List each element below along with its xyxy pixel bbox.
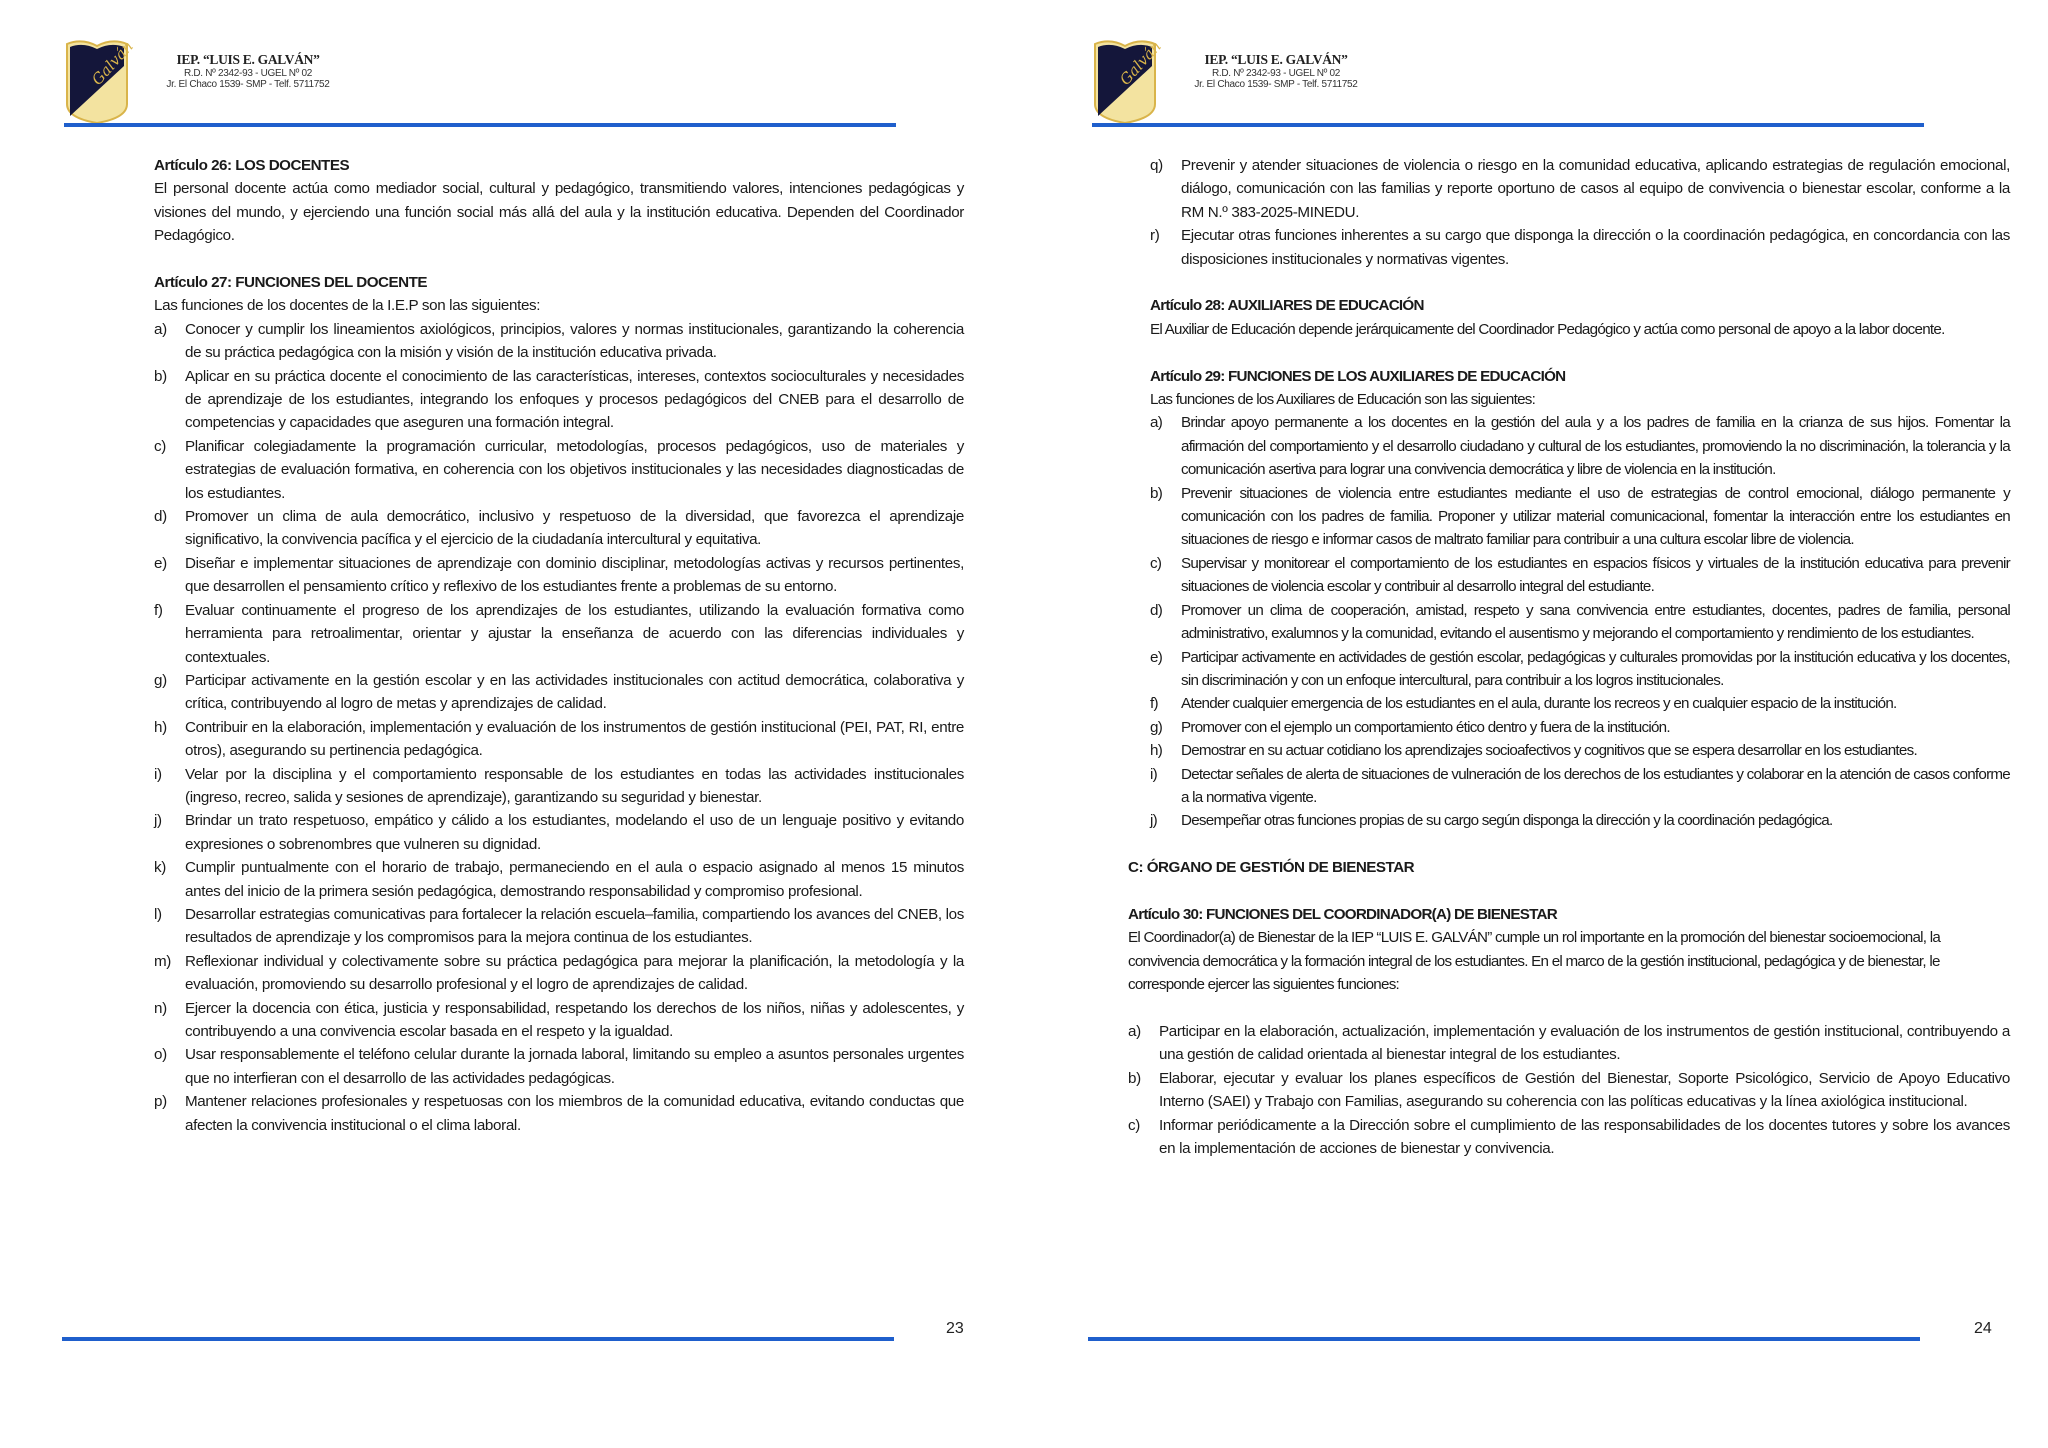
list-item-text: Ejercer la docencia con ética, justicia y responsabilidad, respetando los derechos de los niños, niñas y adolescentes, y contribuyendo a una convivencia escolar basada en el respeto y la igualdad.: [185, 999, 964, 1041]
list-item-text: Diseñar e implementar situaciones de aprendizaje con dominio disciplinar, metodologías activas y recursos pertinentes, que desarrollen el pensamiento crítico y reflexivo de los estudiantes frente a problemas de su entorno.: [185, 554, 964, 596]
list-item-text: Promover un clima de cooperación, amistad, respeto y sana convivencia entre estudiantes, docentes, padres de familia, personal administrativo, exalumnos y la comunidad, evitando el ausentismo y mejorando el comportamiento y rendimiento de los estudiantes.: [1181, 601, 2010, 643]
list-item-text: Velar por la disciplina y el comportamiento responsable de los estudiantes en todas las actividades institucionales (ingreso, recreo, salida y sesiones de aprendizaje), garantizando su seguridad y bienestar.: [185, 765, 964, 806]
list-item: [154, 997, 964, 1044]
list-item-label: o): [154, 1046, 167, 1064]
list-item-text: Evaluar continuamente el progreso de los aprendizajes de los estudiantes, utilizando la evaluación formativa como herramienta para retroalimentar, orientar y ajustar la enseñanza de acuerdo con las diferencias individuales y contextuales.: [185, 601, 964, 666]
list-item: [154, 599, 964, 669]
list-item: [1150, 154, 2010, 224]
crest-text: Galván: [1116, 37, 1165, 89]
list-item-text: Informar periódicamente a la Dirección sobre el cumplimiento de las responsabilidades de los docentes tutores y sobre los avances en la implementación de acciones de bienestar y convivencia.: [1159, 1116, 2010, 1157]
list-item-text: Detectar señales de alerta de situaciones de vulneración de los derechos de los estudiantes y colaborar en la atención de casos conforme a la normativa vigente.: [1181, 765, 2010, 806]
list-item-label: f): [1150, 695, 1158, 713]
list-item-text: Reflexionar individual y colectivamente sobre su práctica pedagógica para mejorar la planificación, la metodología y la evaluación, promoviendo su desarrollo profesional y el logro de aprendizajes de calidad.: [185, 952, 964, 994]
list-item: [154, 435, 964, 505]
list-item-text: Conocer y cumplir los lineamientos axiológicos, principios, valores y normas institucionales, garantizando la coherencia de su práctica pedagógica con la misión y visión de la institución educativa privada.: [185, 320, 964, 362]
list-item-label: g): [1150, 718, 1163, 736]
article-29-heading: Artículo 29: FUNCIONES DE LOS AUXILIARES DE EDUCACIÓN: [1150, 367, 1566, 385]
school-address: Jr. El Chaco 1539- SMP - Telf. 5711752: [1194, 79, 1358, 91]
list-item: [1150, 809, 2010, 832]
list-item: [154, 809, 964, 856]
list-item-text: Prevenir situaciones de violencia entre estudiantes mediante el uso de estrategias de control emocional, diálogo permanente y comunicación con los padres de familia. Proponer y utilizar material comunicacional, fomentar la interacción entre los estudiantes en situaciones de riesgo e informar casos de maltrato familiar para contribuir a una cultura escolar libre de violencia.: [1181, 484, 2010, 549]
list-item: [154, 763, 964, 810]
list-item-label: i): [1150, 765, 1157, 783]
list-item-label: q): [1150, 157, 1163, 174]
list-item-label: d): [154, 508, 167, 526]
list-item-text: Desempeñar otras funciones propias de su cargo según disponga la dirección y la coordinación pedagógica.: [1181, 812, 1833, 830]
list-item-text: Promover con el ejemplo un comportamiento ético dentro y fuera de la institución.: [1181, 718, 1670, 736]
list-item-label: b): [154, 367, 167, 385]
header-text: [148, 52, 348, 91]
list-item-text: Usar responsablemente el teléfono celular durante la jornada laboral, limitando su empleo a asuntos personales urgentes que no interfieran con el desarrollo de las actividades pedagógicas.: [185, 1046, 964, 1087]
list-item: [1128, 1114, 2010, 1161]
list-item: [1128, 1020, 2010, 1067]
list-item: [1150, 692, 2010, 715]
list-item: [154, 950, 964, 997]
list-item-label: d): [1150, 601, 1163, 619]
article-30-heading: Artículo 30: FUNCIONES DEL COORDINADOR(A) DE BIENESTAR: [1128, 905, 1557, 923]
list-item: [1128, 1067, 2010, 1114]
list-item: [154, 1043, 964, 1090]
list-item: [1150, 552, 2010, 599]
list-item: [154, 505, 964, 552]
list-item: [154, 856, 964, 903]
school-address: Jr. El Chaco 1539- SMP - Telf. 5711752: [166, 79, 330, 91]
list-item-text: Cumplir puntualmente con el horario de trabajo, permaneciendo en el aula o espacio asignado al menos 15 minutos antes del inicio de la primera sesión pedagógica, demostrando responsabilidad y compromiso profesional.: [185, 859, 964, 900]
page-number: 24: [1974, 1320, 1992, 1337]
article-27-list-continued: [1128, 154, 2010, 271]
list-item: [154, 903, 964, 950]
list-item-text: Atender cualquier emergencia de los estudiantes en el aula, durante los recreos y en cualquier espacio de la institución.: [1181, 695, 1897, 713]
header-rule: [64, 123, 896, 127]
list-item-label: f): [154, 601, 163, 619]
list-item: [154, 365, 964, 435]
list-item-label: b): [1128, 1069, 1141, 1087]
list-item-text: Mantener relaciones profesionales y respetuosas con los miembros de la comunidad educativa, evitando conductas que afecten la convivencia institucional o el clima laboral.: [185, 1093, 964, 1134]
list-item-text: Planificar colegiadamente la programación curricular, metodologías, procesos pedagógicos, uso de materiales y estrategias de evaluación formativa, en coherencia con los objetivos institucionales y las necesidades diagnosticadas de los estudiantes.: [185, 437, 964, 502]
header-text: [1176, 52, 1376, 91]
list-item-label: c): [1150, 554, 1162, 572]
page-content: [154, 154, 964, 1137]
school-crest-logo: [1092, 37, 1165, 124]
list-item-label: c): [1128, 1116, 1140, 1134]
list-item-label: n): [154, 999, 167, 1017]
article-28-heading: Artículo 28: AUXILIARES DE EDUCACIÓN: [1150, 297, 1424, 315]
list-item-text: Supervisar y monitorear el comportamiento de los estudiantes en espacios físicos y virtuales de la institución educativa para prevenir situaciones de violencia escolar y contribuir al desarrollo integral del estudiante.: [1181, 554, 2010, 596]
article-27-list: [154, 318, 964, 1137]
list-item: [154, 1090, 964, 1137]
list-item-text: Ejecutar otras funciones inherentes a su cargo que disponga la dirección o la coordinación pedagógica, en concordancia con las disposiciones institucionales y normativas vigentes.: [1181, 227, 2010, 268]
list-item-text: Aplicar en su práctica docente el conocimiento de las características, intereses, contextos socioculturales y necesidades de aprendizaje de los estudiantes, integrando los enfoques y procesos pedagógicos del CNEB para el desarrollo de competencias y capacidades que aseguren una formación integral.: [185, 367, 964, 432]
list-item-label: i): [154, 765, 162, 783]
article-30-text: El Coordinador(a) de Bienestar de la IEP “LUIS E. GALVÁN” cumple un rol importante en la promoción del bienestar socioemocional, la convivencia democrática y la formación integral de los estudiantes. En el marco de la gestión institucional, pedagógica y de bienestar, le corresponde ejercer las siguientes funciones:: [1128, 929, 1941, 994]
list-item-label: g): [154, 671, 167, 689]
list-item-label: p): [154, 1093, 167, 1111]
page-number: 23: [946, 1320, 964, 1337]
list-item-label: a): [1150, 414, 1163, 432]
list-item-text: Promover un clima de aula democrático, inclusivo y respetuoso de la diversidad, que favorezca el aprendizaje significativo, la convivencia pacífica y el ejercicio de la ciudadanía intercultural y equitativa.: [185, 508, 964, 549]
footer-rule: [62, 1337, 894, 1341]
article-27-heading: Artículo 27: FUNCIONES DEL DOCENTE: [154, 274, 428, 292]
list-item: [1150, 763, 2010, 810]
page-24: [1024, 0, 2048, 1448]
article-27-intro: Las funciones de los docentes de la I.E.P son las siguientes:: [154, 297, 541, 315]
list-item-text: Elaborar, ejecutar y evaluar los planes específicos de Gestión del Bienestar, Soporte Psicológico, Servicio de Apoyo Educativo Interno (SAEI) y Trabajo con Familias, asegurando su coherencia con las políticas educativas y la línea axiológica institucional.: [1159, 1069, 2010, 1111]
list-item-label: e): [154, 554, 167, 572]
list-item-label: a): [154, 320, 167, 338]
school-resolution: R.D. Nº 2342-93 - UGEL Nº 02: [183, 67, 313, 79]
list-item-label: j): [154, 812, 162, 830]
list-item-label: h): [154, 718, 167, 736]
list-item-label: h): [1150, 742, 1163, 760]
list-item-label: j): [1150, 812, 1157, 830]
list-item: [154, 716, 964, 763]
list-item-text: Participar en la elaboración, actualización, implementación y evaluación de los instrumentos de gestión institucional, contribuyendo a una gestión de calidad orientada al bienestar integral de los estudiantes.: [1159, 1022, 2010, 1064]
section-c-heading: C: ÓRGANO DE GESTIÓN DE BIENESTAR: [1128, 859, 1415, 877]
list-item: [154, 552, 964, 599]
list-item-text: Contribuir en la elaboración, implementación y evaluación de los instrumentos de gestión institucional (PEI, PAT, RI, entre otros), asegurando su pertinencia pedagógica.: [185, 718, 964, 760]
list-item-label: b): [1150, 484, 1163, 502]
list-item: [1150, 599, 2010, 646]
list-item: [1150, 411, 2010, 481]
article-29-intro: Las funciones de los Auxiliares de Educación son las siguientes:: [1150, 391, 1536, 409]
list-item: [154, 669, 964, 716]
crest-text: Galván: [88, 37, 137, 89]
header-rule: [1092, 123, 1924, 127]
footer-rule: [1088, 1337, 1920, 1341]
list-item-label: l): [154, 905, 162, 923]
school-crest-logo: [64, 37, 137, 124]
page-content: [1128, 154, 2010, 1160]
list-item: [1150, 646, 2010, 693]
list-item-text: Demostrar en su actuar cotidiano los aprendizajes socioafectivos y cognitivos que se espera desarrollar en los estudiantes.: [1181, 742, 1917, 760]
list-item: [1150, 716, 2010, 739]
school-name: IEP. “LUIS E. GALVÁN”: [176, 52, 320, 67]
list-item-label: m): [154, 952, 172, 970]
list-item-label: a): [1128, 1022, 1141, 1040]
list-item-label: e): [1150, 648, 1163, 666]
list-item: [154, 318, 964, 365]
list-item-label: c): [154, 437, 166, 455]
list-item-text: Brindar apoyo permanente a los docentes en la gestión del aula y a los padres de familia en la crianza de sus hijos. Fomentar la afirmación del comportamiento y el desarrollo ciudadano y cultural de los estudiantes, promoviendo la no discriminación, la tolerancia y la comunicación asertiva para lograr una convivencia democrática y libre de violencia en la institución.: [1181, 414, 2010, 479]
list-item-text: Participar activamente en la gestión escolar y en las actividades institucionales con actitud democrática, colaborativa y crítica, contribuyendo al logro de metas y aprendizajes de calidad.: [185, 671, 964, 713]
school-resolution: R.D. Nº 2342-93 - UGEL Nº 02: [1211, 67, 1341, 79]
list-item-text: Desarrollar estrategias comunicativas para fortalecer la relación escuela–familia, compartiendo los avances del CNEB, los resultados de aprendizaje y los compromisos para la mejora continua de los estudiantes.: [185, 905, 965, 947]
article-30-list: [1128, 1020, 2010, 1160]
article-28-text: El Auxiliar de Educación depende jerárquicamente del Coordinador Pedagógico y actúa como personal de apoyo a la labor docente.: [1150, 320, 1945, 338]
list-item: [1150, 739, 2010, 762]
school-name: IEP. “LUIS E. GALVÁN”: [1204, 52, 1348, 67]
list-item-text: Brindar un trato respetuoso, empático y cálido a los estudiantes, modelando el uso de un lenguaje positivo y evitando expresiones o sobrenombres que vulneren su dignidad.: [185, 812, 964, 853]
article-26-heading: Artículo 26: LOS DOCENTES: [154, 157, 350, 174]
list-item: [1150, 224, 2010, 271]
list-item-label: k): [154, 859, 166, 877]
article-26-text: El personal docente actúa como mediador social, cultural y pedagógico, transmitiendo valores, intenciones pedagógicas y visiones del mundo, y ejerciendo una función social más allá del aula y la institución educativa. Dependen del Coordinador Pedagógico.: [154, 180, 964, 245]
article-29-list: [1150, 411, 2010, 832]
list-item-label: r): [1150, 227, 1160, 245]
list-item-text: Participar activamente en actividades de gestión escolar, pedagógicas y culturales promovidas por la institución educativa y los docentes, sin discriminación y con un enfoque intercultural, para contribuir a los logros institucionales.: [1181, 648, 2010, 689]
list-item-text: Prevenir y atender situaciones de violencia o riesgo en la comunidad educativa, aplicando estrategias de regulación emocional, diálogo, comunicación con las familias y reporte oportuno de casos al equipo de convivencia o bienestar escolar, conforme a la RM N.º 383-2025-MINEDU.: [1181, 157, 2010, 221]
list-item: [1150, 482, 2010, 552]
